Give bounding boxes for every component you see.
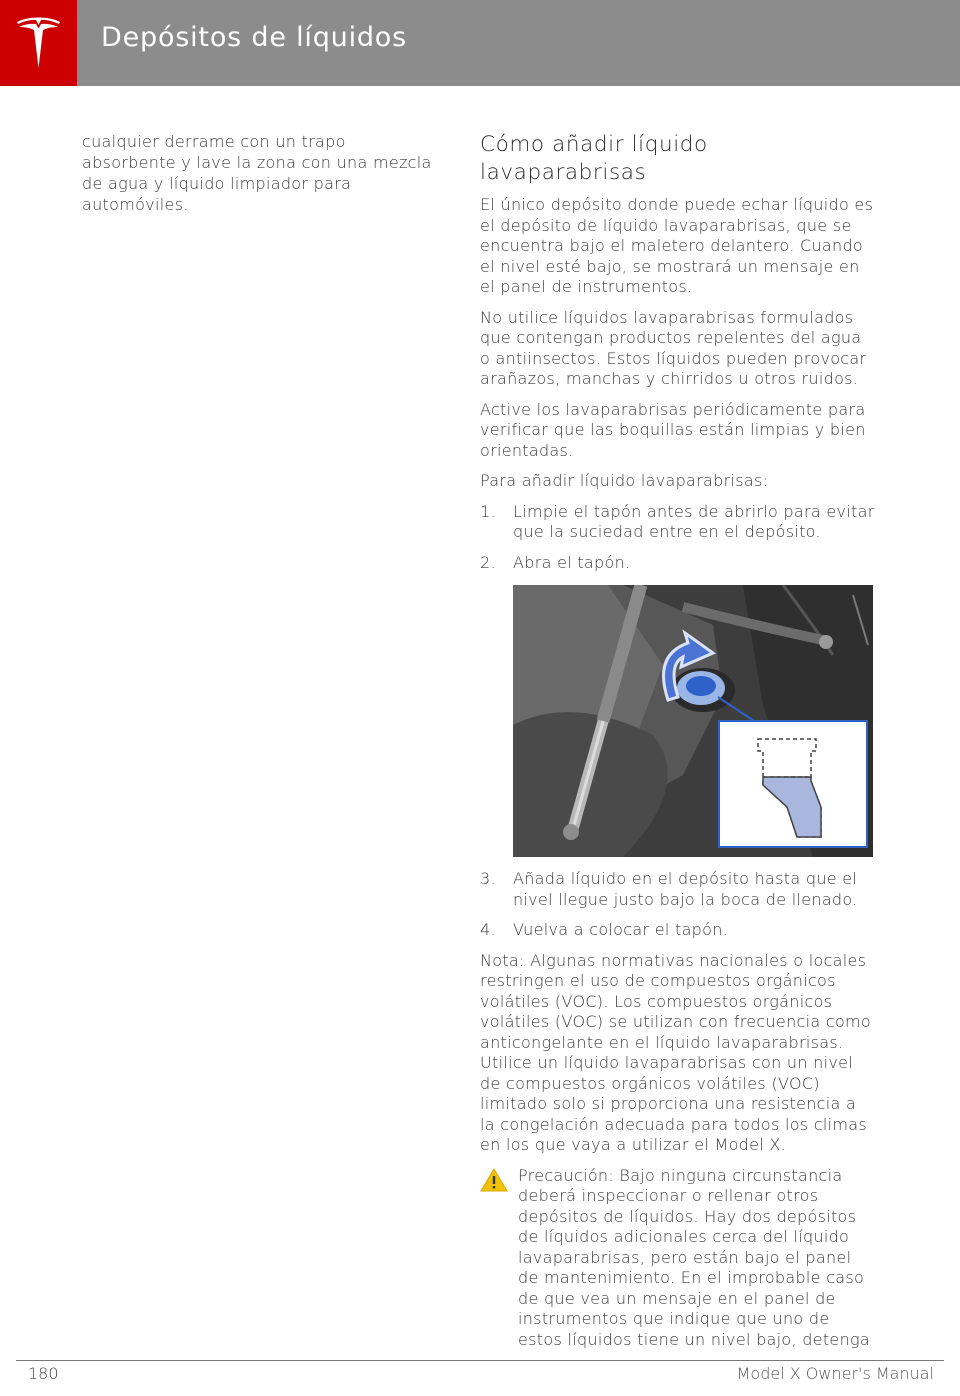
manual-title: Model X Owner's Manual xyxy=(736,1364,934,1383)
list-item xyxy=(480,920,875,941)
step-number: 2. xyxy=(480,552,496,572)
page-header xyxy=(0,0,960,86)
step-number: 4. xyxy=(480,920,496,939)
footer-divider xyxy=(16,1360,944,1361)
caution-block xyxy=(480,1166,875,1351)
list-item xyxy=(480,502,875,543)
caution-text: Precaución: Bajo ninguna circunstancia deberá inspeccionar o rellenar otros depósitos de líquidos. Hay dos depósitos de líquidos adicionales cerca del líquido lavaparabrisas, pero están bajo el panel de mantenimiento. En el improbable caso de que vea un mensaje en el panel de instrumentos que indique que uno de estos líquidos tiene un nivel bajo, detenga xyxy=(518,1165,871,1349)
step-text: Vuelva a colocar el tapón. xyxy=(513,920,729,939)
list-item xyxy=(480,869,875,910)
paragraph: Active los lavaparabrisas periódicamente para verificar que las boquillas están limpias y bien orientadas. xyxy=(480,399,866,460)
right-column xyxy=(480,131,875,1350)
warning-icon xyxy=(480,1166,518,1351)
paragraph: Para añadir líquido lavaparabrisas: xyxy=(480,471,769,490)
list-item xyxy=(480,553,875,574)
washer-reservoir-illustration xyxy=(513,585,873,857)
step-text: Añada líquido en el depósito hasta que el nivel llegue justo bajo la boca de llenado. xyxy=(513,869,858,909)
continued-paragraph: cualquier derrame con un trapo absorbente y lave la zona con una mezcla de agua y líquido limpiador para automóviles. xyxy=(82,132,432,214)
tesla-logo-icon xyxy=(14,16,63,70)
page-title: Depósitos de líquidos xyxy=(101,22,407,53)
section-heading: Cómo añadir líquido lavaparabrisas xyxy=(480,132,708,185)
step-text: Limpie el tapón antes de abrirlo para evitar que la suciedad entre en el depósito. xyxy=(513,501,875,541)
step-text: Abra el tapón. xyxy=(513,552,631,572)
note-paragraph: Nota: Algunas normativas nacionales o locales restringen el uso de compuestos orgánicos volátiles (VOC). Los compuestos orgánicos volátiles (VOC) se utilizan con frecuencia como anticongelante en el líquido lavaparabrisas. Utilice un líquido lavaparabrisas con un nivel de compuestos orgánicos volátiles (VOC) limitado solo si proporciona una resistencia a la congelación adecuada para todos los climas en los que vaya a utilizar el Model X. xyxy=(480,950,872,1154)
tesla-logo xyxy=(0,0,77,86)
left-column xyxy=(82,131,442,215)
paragraph: No utilice líquidos lavaparabrisas formulados que contengan productos repelentes del agua o antiinsectos. Estos líquidos pueden provocar arañazos, manchas y chirridos u otros ruidos. xyxy=(480,307,867,388)
page-number: 180 xyxy=(28,1364,59,1383)
step-number: 3. xyxy=(480,869,496,888)
paragraph: El único depósito donde puede echar líquido es el depósito de líquido lavaparabrisas, que se encuentra bajo el maletero delantero. Cuando el nivel esté bajo, se mostrará un mensaje en el panel de instrumentos. xyxy=(480,195,874,296)
step-number: 1. xyxy=(480,501,496,521)
